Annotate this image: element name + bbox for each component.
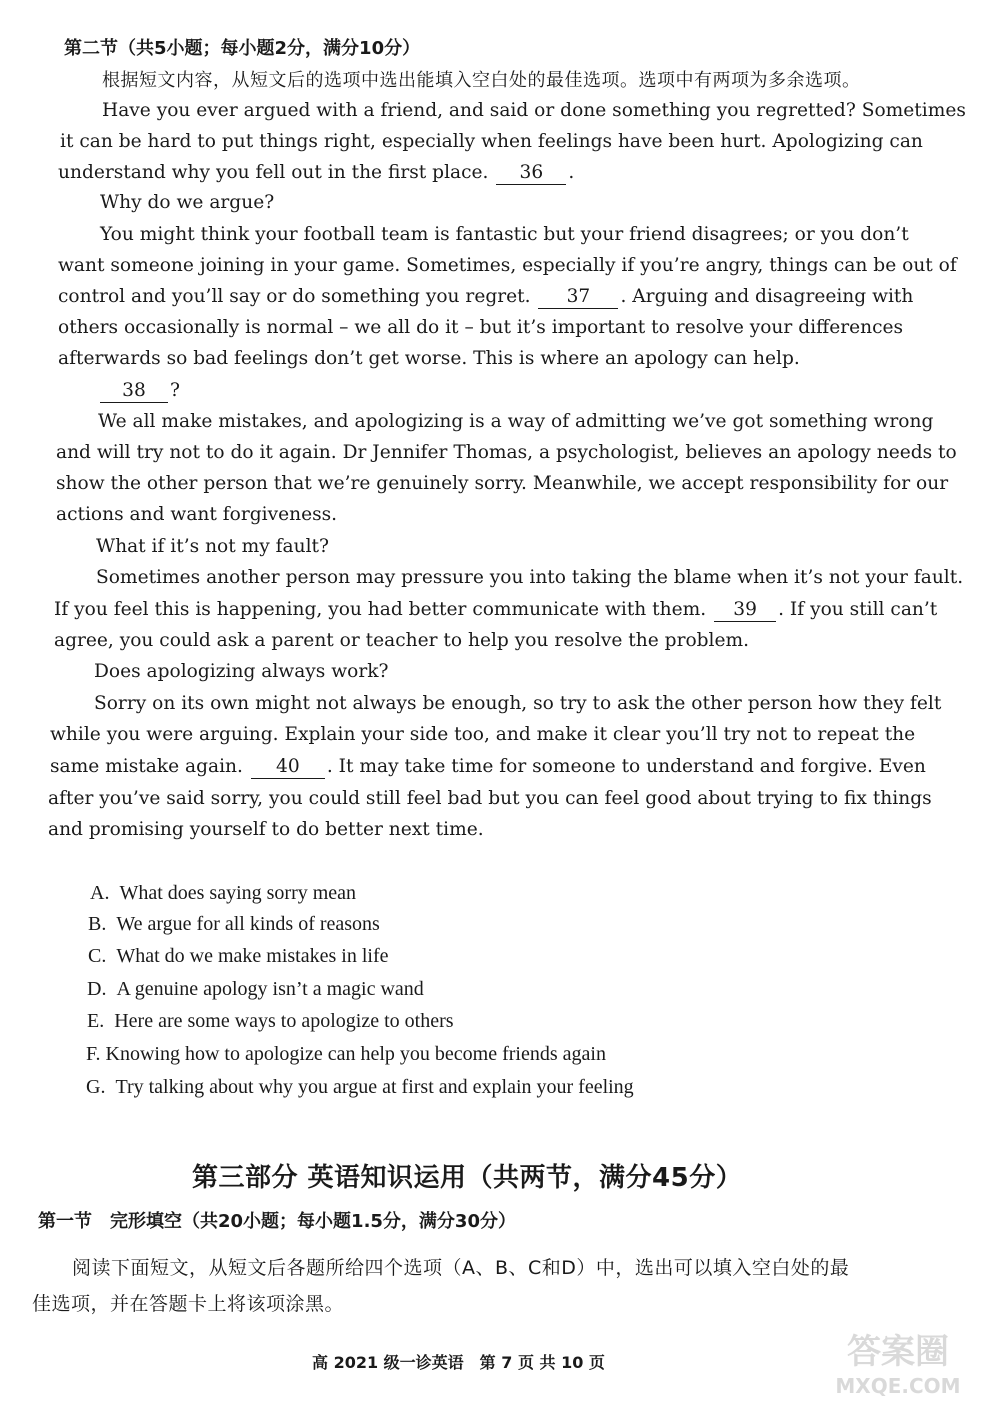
option-c (88, 945, 388, 968)
option-letter: C. (88, 945, 107, 967)
passage-line: actions and want forgiveness. (56, 504, 338, 525)
watermark-logo (808, 1323, 988, 1403)
passage-line (58, 282, 913, 312)
passage-text: . If you still can’t (778, 599, 938, 620)
passage-line: afterwards so bad feelings don’t get worse. This is where an apology can help. (58, 348, 800, 369)
passage-line: agree, you could ask a parent or teacher to help you resolve the problem. (54, 630, 750, 651)
passage-line: after you’ve said sorry, you could still feel bad but you can feel good about trying to fix things (48, 788, 932, 809)
blank-39: 39 (714, 599, 776, 622)
page-footer: 高 2021 级一诊英语 第 7 页 共 10 页 (312, 1353, 605, 1372)
option-text: We argue for all kinds of reasons (116, 913, 380, 935)
blank-38: 38 (100, 380, 168, 403)
subheading: What if it’s not my fault? (96, 536, 330, 557)
passage-line (50, 752, 926, 782)
option-f (86, 1043, 606, 1066)
option-text: Here are some ways to apologize to others (114, 1010, 454, 1032)
option-letter: G. (86, 1076, 106, 1098)
option-a (90, 882, 356, 905)
subheading: Why do we argue? (100, 192, 275, 213)
passage-text: If you feel this is happening, you had better communicate with them. (54, 599, 707, 620)
option-text: What does saying sorry mean (119, 882, 357, 904)
passage-line (54, 595, 937, 625)
option-letter: E. (87, 1010, 105, 1032)
section-instruction: 阅读下面短文，从短文后各题所给四个选项（A、B、C和D）中，选出可以填入空白处的最 (72, 1257, 850, 1279)
passage-line: Have you ever argued with a friend, and said or done something you regretted? Sometimes (102, 100, 966, 121)
option-letter: A. (90, 882, 110, 904)
passage-line (58, 158, 574, 188)
passage-text: understand why you fell out in the first place. (58, 162, 489, 183)
subheading-suffix: ? (170, 380, 180, 401)
passage-line: and promising yourself to do better next time. (48, 819, 484, 840)
passage-text: control and you’ll say or do something you regret. (58, 286, 531, 307)
option-text: A genuine apology isn’t a magic wand (116, 978, 424, 1000)
passage-line: others occasionally is normal – we all do it – but it’s important to resolve your differences (58, 317, 904, 338)
passage-text: . (568, 162, 575, 183)
passage-text: same mistake again. (50, 756, 243, 777)
blank-36: 36 (496, 162, 566, 185)
blank-37: 37 (538, 286, 618, 309)
passage-line: want someone joining in your game. Sometimes, especially if you’re angry, things can be out of (58, 255, 957, 276)
option-b (88, 913, 380, 936)
passage-line: while you were arguing. Explain your side too, and make it clear you’ll try not to repeat the (50, 724, 916, 745)
svg-text:MXQE.COM: MXQE.COM (835, 1374, 961, 1398)
passage-line: it can be hard to put things right, especially when feelings have been hurt. Apologizing can (60, 131, 923, 152)
passage-line: and will try not to do it again. Dr Jennifer Thomas, a psychologist, believes an apology needs to (56, 442, 957, 463)
passage-text: . Arguing and disagreeing with (620, 286, 914, 307)
option-g (86, 1076, 634, 1099)
part-title: 第三部分 英语知识运用（共两节，满分45分） (192, 1163, 743, 1193)
option-letter: F. (86, 1043, 101, 1065)
passage-line: show the other person that we’re genuinely sorry. Meanwhile, we accept responsibility for our (56, 473, 949, 494)
passage-text: . It may take time for someone to understand and forgive. Even (326, 756, 926, 777)
section-instruction: 根据短文内容，从短文后的选项中选出能填入空白处的最佳选项。选项中有两项为多余选项。 (102, 70, 861, 91)
blank-40: 40 (251, 756, 325, 779)
section-heading: 第二节（共5小题；每小题2分，满分10分） (64, 38, 421, 59)
svg-text:答案圈: 答案圈 (847, 1332, 949, 1372)
option-text: Try talking about why you argue at first and explain your feeling (115, 1076, 634, 1098)
passage-line: Sorry on its own might not always be enough, so try to ask the other person how they felt (94, 693, 942, 714)
option-letter: D. (87, 978, 107, 1000)
option-e (87, 1010, 454, 1033)
option-text: What do we make mistakes in life (116, 945, 389, 967)
passage-line: You might think your football team is fantastic but your friend disagrees; or you don’t (100, 224, 909, 245)
passage-line: Sometimes another person may pressure you into taking the blame when it’s not your fault. (96, 567, 964, 588)
option-d (87, 978, 424, 1001)
subheading: Does apologizing always work? (94, 661, 389, 682)
section-heading: 第一节 完形填空（共20小题；每小题1.5分，满分30分） (38, 1211, 516, 1232)
section-instruction: 佳选项，并在答题卡上将该项涂黑。 (32, 1293, 345, 1315)
option-letter: B. (88, 913, 107, 935)
option-text: Knowing how to apologize can help you become friends again (105, 1043, 606, 1065)
passage-line: We all make mistakes, and apologizing is a way of admitting we’ve got something wrong (98, 411, 934, 432)
subheading (98, 376, 180, 406)
